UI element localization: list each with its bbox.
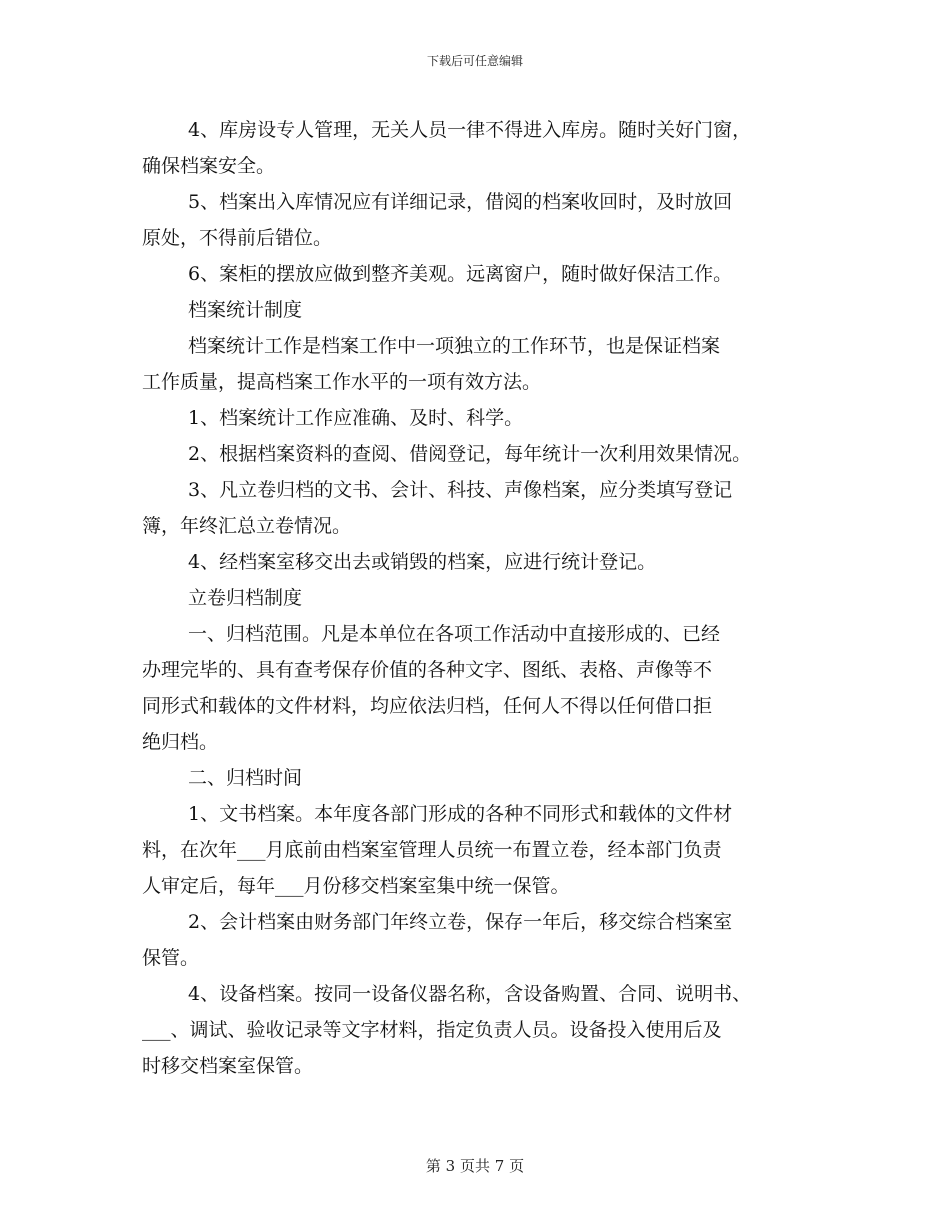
text-line: 绝归档。 [142,731,219,753]
text-line: 簿，年终汇总立卷情况。 [142,515,352,537]
section-heading-filing [142,580,822,616]
section-heading-statistics [142,292,822,328]
text-line: 时移交档案室保管。 [142,1055,314,1077]
text-line: 1、文书档案。本年度各部门形成的各种不同形式和载体的文件材 [188,803,733,825]
text-line: 2、根据档案资料的查阅、借阅登记，每年统计一次利用效果情况。 [188,443,752,465]
text-line: 4、库房设专人管理，无关人员一律不得进入库房。随时关好门窗， [188,119,752,141]
document-body [142,112,822,1084]
text-line: 确保档案安全。 [142,155,276,177]
text-line: 4、设备档案。按同一设备仪器名称，含设备购置、合同、说明书、 [188,983,752,1005]
text-line: 6、案柜的摆放应做到整齐美观。远离窗户，随时做好保洁工作。 [188,263,733,285]
text-line: 5、档案出入库情况应有详细记录，借阅的档案收回时，及时放回 [188,191,733,213]
text-line: 工作质量，提高档案工作水平的一项有效方法。 [142,371,542,393]
page-footer: 第 3 页共 7 页 [425,1157,525,1175]
text-line: 同形式和载体的文件材料，均应依法归档，任何人不得以任何借口拒 [142,695,713,717]
text-line: ___、调试、验收记录等文字材料，指定负责人员。设备投入使用后及 [142,1019,722,1041]
paragraph-11 [142,616,822,760]
text-line: 料，在次年___月底前由档案室管理人员统一布置立卷，经本部门负责 [142,839,722,861]
paragraph-15 [142,976,822,1084]
paragraph-12 [142,760,822,796]
text-line: 二、归档时间 [188,767,303,789]
heading-text: 立卷归档制度 [188,587,303,609]
paragraph-8 [142,472,822,544]
text-line: 档案统计工作是档案工作中一项独立的工作环节，也是保证档案 [188,335,721,357]
paragraph-1 [142,112,822,184]
text-line: 4、经档案室移交出去或销毁的档案，应进行统计登记。 [188,551,657,573]
text-line: 保管。 [142,947,200,969]
paragraph-7 [142,436,822,472]
text-line: 原处，不得前后错位。 [142,227,333,249]
text-line: 人审定后，每年___月份移交档案室集中统一保管。 [142,875,570,897]
paragraph-6 [142,400,822,436]
text-line: 办理完毕的、具有查考保存价值的各种文字、图纸、表格、声像等不 [142,659,713,681]
text-line: 2、会计档案由财务部门年终立卷，保存一年后，移交综合档案室 [188,911,733,933]
page-header: 下载后可任意编辑 [426,54,523,68]
heading-text: 档案统计制度 [188,299,303,321]
paragraph-3 [142,256,822,292]
text-line: 3、凡立卷归档的文书、会计、科技、声像档案，应分类填写登记 [188,479,733,501]
paragraph-9 [142,544,822,580]
paragraph-5 [142,328,822,400]
paragraph-14 [142,904,822,976]
text-line: 1、档案统计工作应准确、及时、科学。 [188,407,524,429]
text-line: 一、归档范围。凡是本单位在各项工作活动中直接形成的、已经 [188,623,721,645]
paragraph-2 [142,184,822,256]
paragraph-13 [142,796,822,904]
